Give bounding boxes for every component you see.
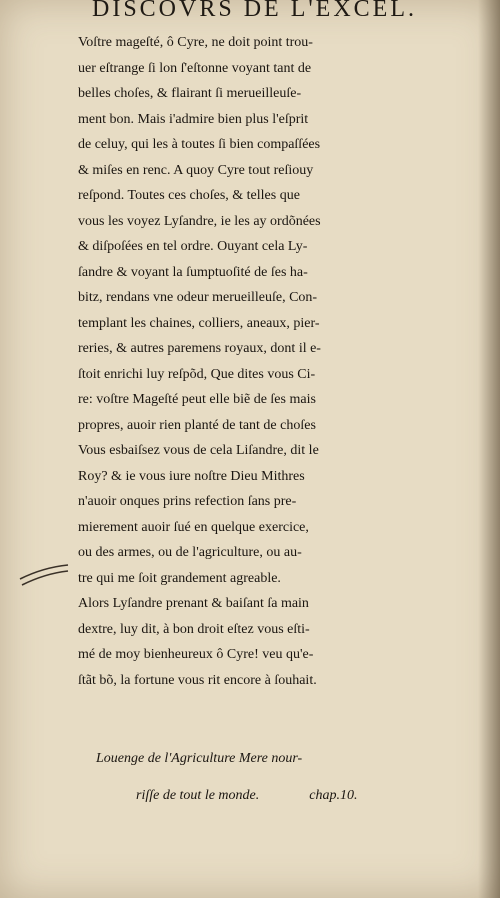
text-line: ſandre & voyant la ſumptuoſité de ſes ha- xyxy=(78,264,308,280)
text-line: re: voſtre Mageſté peut elle biẽ de ſes mais xyxy=(78,392,316,407)
text-line: mé de moy bienheureux ô Cyre! veu qu'e- xyxy=(78,647,314,662)
text-line: dextre, luy dit, à bon droit eſtez vous eſti- xyxy=(78,621,310,637)
text-line: mierement auoir ſué en quelque exercice, xyxy=(78,519,309,535)
text-line: & miſes en renc. A quoy Cyre tout reſiouy xyxy=(78,162,314,178)
text-line: templant les chaines, colliers, aneaux, pier- xyxy=(78,315,320,331)
text-line: belles choſes, & flairant ſi merueilleuſe- xyxy=(78,86,302,101)
text-line: Roy? & ie vous iure noſtre Dieu Mithres xyxy=(78,468,305,484)
text-line: tre qui me ſoit grandement agreable. xyxy=(78,570,281,586)
text-line: Voſtre mageſté, ô Cyre, ne doit point trou- xyxy=(78,35,313,50)
text-line: ou des armes, ou de l'agriculture, ou au- xyxy=(78,545,302,560)
text-line: ment bon. Mais i'admire bien plus l'eſprit xyxy=(78,111,309,127)
running-head: DISCOVRS DE L'EXCEL. xyxy=(92,0,417,22)
text-line: Vous esbaiſsez vous de cela Liſandre, dit le xyxy=(78,443,319,458)
heading-line-1: Louenge de l'Agriculture Mere nour- xyxy=(96,751,303,766)
heading-line-2-text: riſſe de tout le monde. xyxy=(136,788,260,803)
body-text xyxy=(78,30,488,693)
text-line: n'auoir onques prins refection ſans pre- xyxy=(78,494,297,509)
text-line: ſtoit enrichi luy reſpõd, Que dites vous Ci- xyxy=(78,366,316,382)
text-line: vous les voyez Lyſandre, ie les ay ordõnées xyxy=(78,213,321,229)
chapter-heading xyxy=(96,740,496,814)
text-line: propres, auoir rien planté de tant de choſes xyxy=(78,417,316,433)
text-line: Alors Lyſandre prenant & baiſant ſa main xyxy=(78,596,309,611)
chapter-number: chap.10. xyxy=(309,788,358,803)
text-line: bitz, rendans vne odeur merueilleuſe, Con- xyxy=(78,290,318,305)
text-line: & diſpoſées en tel ordre. Ouyant cela Ly- xyxy=(78,239,308,254)
text-line: ſtãt bõ, la fortune vous rit encore à ſouhait. xyxy=(78,672,317,688)
text-line: reſpond. Toutes ces choſes, & telles que xyxy=(78,188,300,203)
text-line: reries, & autres paremens royaux, dont il e- xyxy=(78,341,321,356)
heading-line-2 xyxy=(96,777,496,814)
marginal-pen-mark xyxy=(18,561,70,591)
text-line: de celuy, qui les à toutes ſi bien compaſſées xyxy=(78,137,321,152)
text-line: uer eſtrange ſi lon ſ'eſtonne voyant tant de xyxy=(78,60,312,76)
